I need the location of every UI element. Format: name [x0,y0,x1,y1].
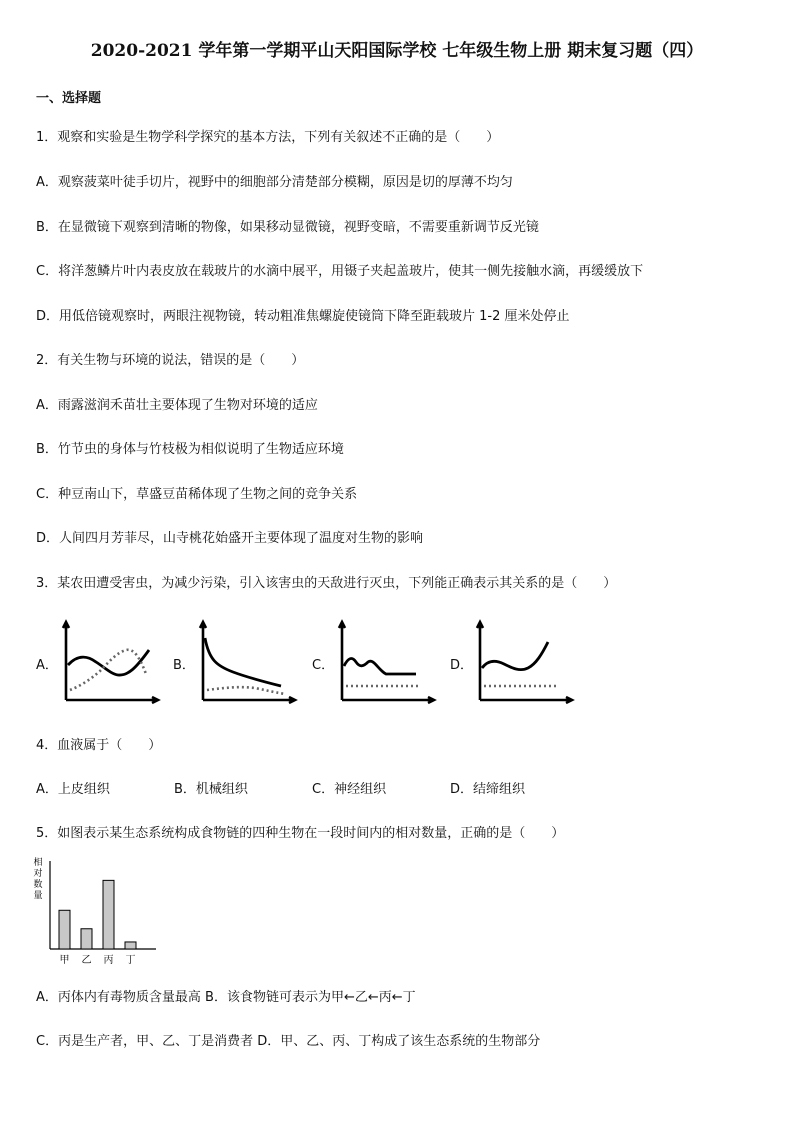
y-axis-label-char: 对 [33,869,43,879]
x-tick-label-3: 丁 [125,955,136,966]
q1-option-c: C．将洋葱鳞片叶内表皮放在载玻片的水滴中展平，用镊子夹起盖玻片，使其一侧先接触水滴，再缓缓放下 [36,264,644,279]
q2-option-b: B．竹节虫的身体与竹枝极为相似说明了生物适应环境 [36,442,344,457]
q5-options-ab: A．丙体内有毒物质含量最高 B．该食物链可表示为甲←乙←丙←丁 [36,990,416,1005]
bar-3 [125,942,136,949]
bar-2 [103,880,114,949]
x-tick-label-2: 丙 [103,955,114,966]
q4-option-d: D．结缔组织 [450,782,526,797]
q3-stem: 3．某农田遭受害虫，为减少污染，引入该害虫的天敌进行灭虫，下列能正确表示其关系的是（ ） [36,576,617,591]
x-tick-label-0: 甲 [59,955,70,966]
bar-1 [81,929,92,949]
y-axis-label [33,856,42,901]
q3-label-c: C． [312,658,335,673]
q3-label-a: A． [36,658,58,673]
q3-graph-a [56,618,162,710]
q1-option-d: D．用低倍镜观察时，两眼注视物镜，转动粗准焦螺旋使镜筒下降至距载玻片 1-2 厘米处停止 [36,309,570,324]
bar-0 [59,910,70,949]
q2-option-d: D．人间四月芳菲尽，山寺桃花始盛开主要体现了温度对生物的影响 [36,531,424,546]
q3-label-d: D． [450,658,474,673]
q3-graph-c [332,618,438,710]
q2-option-a: A．雨露滋润禾苗壮主要体现了生物对环境的适应 [36,398,318,413]
y-axis-label-char: 量 [33,891,43,901]
q4-option-c: C．神经组织 [312,782,387,797]
q5-bar-chart [30,855,160,967]
q5-options-cd: C．丙是生产者，甲、乙、丁是消费者 D．甲、乙、丙、丁构成了该生态系统的生物部分 [36,1034,541,1049]
q4-stem: 4．血液属于（ ） [36,738,162,753]
q3-label-b: B． [173,658,195,673]
q5-stem: 5．如图表示某生态系统构成食物链的四种生物在一段时间内的相对数量，正确的是（ ） [36,826,565,841]
q4-option-a: A．上皮组织 [36,782,110,797]
q1-option-b: B．在显微镜下观察到清晰的物像，如果移动显微镜，视野变暗，不需要重新调节反光镜 [36,220,539,235]
q2-stem: 2．有关生物与环境的说法，错误的是（ ） [36,353,305,368]
q2-option-c: C．种豆南山下，草盛豆苗稀体现了生物之间的竞争关系 [36,487,358,502]
q4-option-b: B．机械组织 [174,782,248,797]
y-axis-label-char: 数 [33,880,43,890]
q3-graph-d [470,618,576,710]
q1-option-a: A．观察菠菜叶徒手切片，视野中的细胞部分清楚部分模糊，原因是切的厚薄不均匀 [36,175,513,190]
q3-graph-b [193,618,299,710]
section-heading: 一、选择题 [36,91,102,106]
x-tick-label-1: 乙 [81,955,92,966]
page-title: 2020-2021 学年第一学期平山天阳国际学校 七年级生物上册 期末复习题（四） [90,41,704,61]
q1-stem: 1．观察和实验是生物学科学探究的基本方法，下列有关叙述不正确的是（ ） [36,130,500,145]
y-axis-label-char: 相 [33,858,43,868]
